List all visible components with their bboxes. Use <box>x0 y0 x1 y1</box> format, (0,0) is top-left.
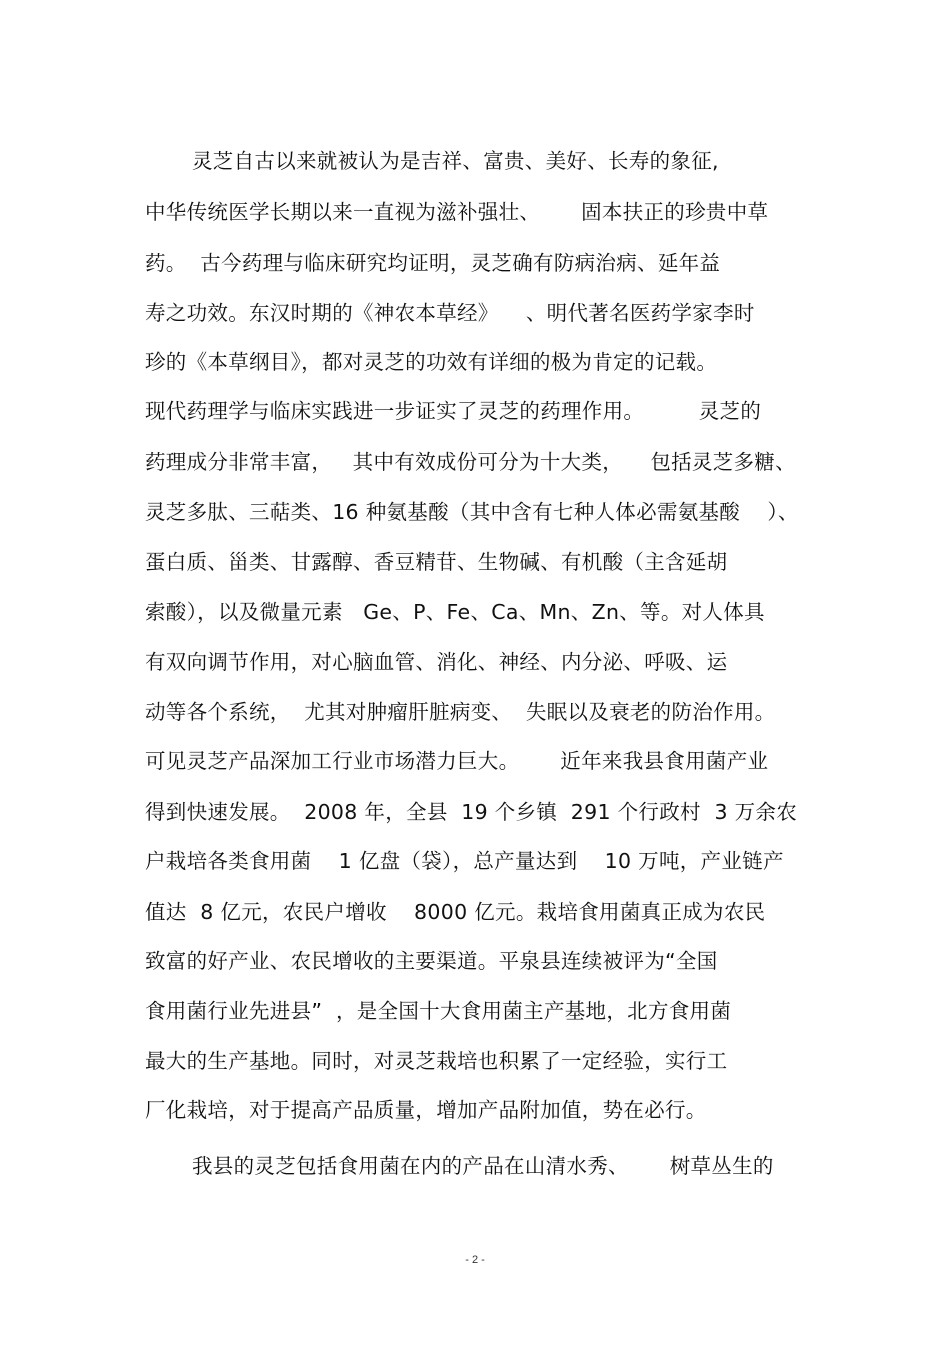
paragraph-2-line-1: 我县的灵芝包括食用菌在内的产品在山清水秀、 树草丛生的 <box>192 1154 774 1178</box>
paragraph-1-line-2: 中华传统医学长期以来一直视为滋补强壮、 固本扶正的珍贵中草 <box>145 200 769 224</box>
paragraph-1-line-16: 值达 8 亿元，农民户增收 8000 亿元。栽培食用菌真正成为农民 <box>145 900 766 924</box>
paragraph-1-line-14: 得到快速发展。 2008 年，全县 19 个乡镇 291 个行政村 3 万余农 <box>145 800 798 824</box>
paragraph-1-line-9: 蛋白质、甾类、甘露醇、香豆精苷、生物碱、有机酸（主含延胡 <box>145 550 728 574</box>
paragraph-1-line-19: 最大的生产基地。同时，对灵芝栽培也积累了一定经验，实行工 <box>145 1049 728 1073</box>
paragraph-1-line-12: 动等各个系统， 尤其对肿瘤肝脏病变、 失眠以及衰老的防治作用。 <box>145 700 776 724</box>
paragraph-1-line-10: 索酸），以及微量元素 Ge、P、Fe、Ca、Mn、Zn、等。对人体具 <box>145 600 765 624</box>
paragraph-1-line-13: 可见灵芝产品深加工行业市场潜力巨大。 近年来我县食用菌产业 <box>145 749 769 773</box>
paragraph-1-line-5: 珍的《本草纲目》，都对灵芝的功效有详细的极为肯定的记载。 <box>145 350 718 374</box>
paragraph-1-line-7: 药理成分非常丰富， 其中有效成份可分为十大类， 包括灵芝多糖、 <box>145 450 796 474</box>
paragraph-1-line-4: 寿之功效。东汉时期的《神农本草经》 、明代著名医药学家李时 <box>145 301 755 325</box>
paragraph-1-line-18: 食用菌行业先进县” ，是全国十大食用菌主产基地，北方食用菌 <box>145 999 732 1023</box>
paragraph-1-line-3: 药。 古今药理与临床研究均证明，灵芝确有防病治病、延年益 <box>145 251 721 275</box>
paragraph-1-line-11: 有双向调节作用，对心脑血管、消化、神经、内分泌、呼吸、运 <box>145 650 728 674</box>
page-number: - 2 - <box>465 1254 485 1266</box>
paragraph-1-line-20: 厂化栽培，对于提高产品质量，增加产品附加值，势在必行。 <box>145 1098 707 1122</box>
paragraph-1-line-15: 户栽培各类食用菌 1 亿盘（袋），总产量达到 10 万吨，产业链产 <box>145 849 784 873</box>
paragraph-1-line-6: 现代药理学与临床实践进一步证实了灵芝的药理作用。 灵芝的 <box>145 399 762 423</box>
paragraph-1-line-17: 致富的好产业、农民增收的主要渠道。平泉县连续被评为“全国 <box>145 949 718 973</box>
paragraph-1-line-8: 灵芝多肽、三萜类、16 种氨基酸（其中含有七种人体必需氨基酸 ）、 <box>145 500 799 524</box>
paragraph-1-line-1: 灵芝自古以来就被认为是吉祥、富贵、美好、长寿的象征, <box>192 149 719 173</box>
